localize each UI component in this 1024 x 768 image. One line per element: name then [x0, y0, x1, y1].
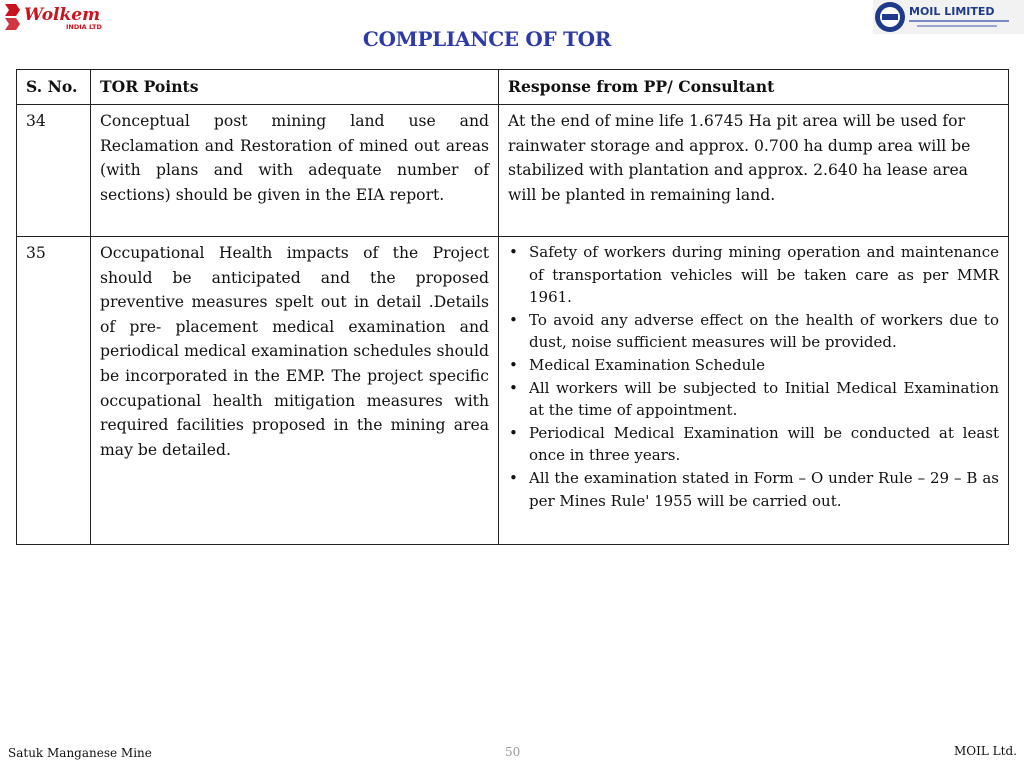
list-item-text: Safety of workers during mining operation and maintenance of transportation vehicles will be taken care as per MMR 1961.: [529, 243, 999, 307]
column-header-tor-points: TOR Points: [91, 70, 499, 105]
bullet-icon: •: [509, 423, 518, 442]
row-tor-point: Occupational Health impacts of the Project should be anticipated and the proposed preventive measures spelt out in detail .Details of pre- placement medical examination and periodical medical examination schedules should be incorporated in the EMP. The project specific occupational health mitigation measures with required facilities proposed in the mining area may be detailed.: [91, 237, 499, 545]
table-row: [17, 105, 1009, 237]
response-bullet-list: [508, 241, 999, 512]
table-row: [17, 237, 1009, 545]
bullet-icon: •: [509, 378, 518, 397]
row-response: At the end of mine life 1.6745 Ha pit area will be used for rainwater storage and approx. 0.700 ha dump area will be stabilized with plantation and approx. 2.640 ha lease area will be planted in remaining land.: [499, 105, 1009, 237]
column-header-sno: S. No.: [17, 70, 91, 105]
list-item-text: Periodical Medical Examination will be conducted at least once in three years.: [529, 423, 999, 465]
row-response-list-cell: [499, 237, 1009, 545]
footer-project-name: Satuk Manganese Mine: [8, 746, 152, 760]
list-item: [508, 377, 999, 422]
list-item: [508, 241, 999, 309]
wolkem-logo-text: Wolkem: [24, 5, 101, 25]
page-title: COMPLIANCE OF TOR: [362, 27, 612, 51]
bullet-icon: •: [509, 355, 518, 374]
bullet-icon: •: [509, 310, 518, 329]
table-header-row: [17, 70, 1009, 105]
list-item-text: All the examination stated in Form – O under Rule – 29 – B as per Mines Rule' 1955 will be carried out.: [529, 468, 999, 510]
list-item-text: All workers will be subjected to Initial Medical Examination at the time of appointment.: [529, 378, 999, 420]
list-item-text: To avoid any adverse effect on the health of workers due to dust, noise sufficient measures will be provided.: [529, 310, 999, 352]
list-item: [508, 467, 999, 512]
row-tor-point: Conceptual post mining land use and Reclamation and Restoration of mined out areas (with plans and with adequate number of sections) should be given in the EIA report.: [91, 105, 499, 237]
list-item: [508, 354, 999, 377]
bullet-icon: •: [509, 243, 518, 261]
list-item: [508, 422, 999, 467]
row-sno: 34: [17, 105, 91, 237]
list-item-text: Medical Examination Schedule: [529, 355, 765, 374]
wolkem-logo-subtext: INDIA LTD: [66, 23, 102, 31]
row-sno: 35: [17, 237, 91, 545]
footer-company: MOIL Ltd.: [954, 744, 1017, 758]
column-header-response: Response from PP/ Consultant: [499, 70, 1009, 105]
page-number: 50: [505, 745, 521, 759]
moil-logo-text: MOIL LIMITED: [909, 5, 995, 18]
tor-compliance-table: [16, 69, 1009, 545]
list-item: [508, 309, 999, 354]
bullet-icon: •: [509, 468, 518, 487]
